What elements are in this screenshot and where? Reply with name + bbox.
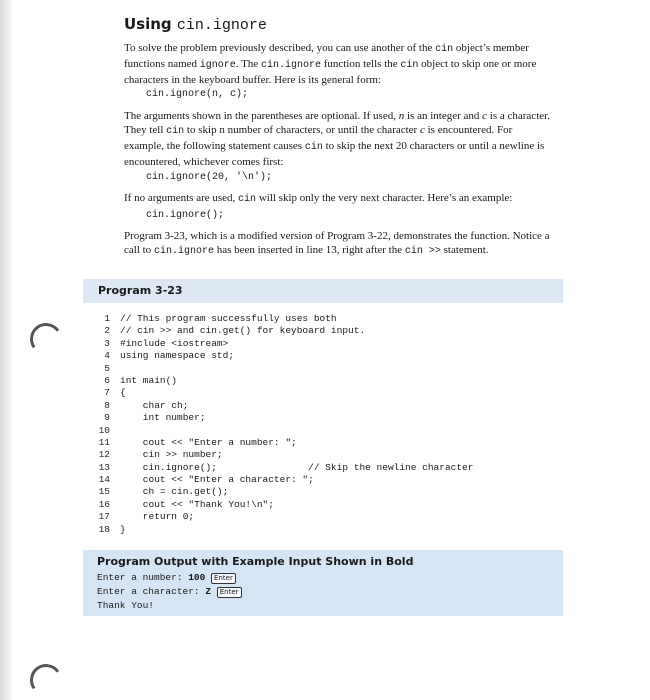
code-example-3: cin.ignore(); (146, 210, 225, 221)
code-line (90, 325, 473, 337)
text-run: to skip the next 20 characters or until a newline is encountered, whichever comes first: (124, 140, 545, 168)
line-code: cout << "Enter a number: "; (120, 436, 297, 448)
text-run: function tells the (320, 58, 401, 70)
code-line (90, 375, 473, 387)
code-line (90, 474, 473, 486)
paragraph-4 (124, 229, 552, 259)
line-code: } (120, 523, 126, 535)
line-number: 11 (98, 436, 110, 448)
line-number: 18 (98, 523, 110, 535)
inline-code: cin (166, 126, 185, 137)
text-run: object’s member functions named (124, 42, 529, 70)
output-line-3: Thank You! (97, 600, 155, 611)
line-code: int main() (120, 374, 178, 386)
code-line (90, 400, 473, 412)
heading-code: cin.ignore (176, 17, 267, 34)
code-line (90, 486, 473, 498)
line-code: cin.ignore(); // Skip the newline character (120, 461, 474, 473)
code-line (90, 462, 473, 474)
line-number: 15 (98, 486, 110, 498)
inline-code: cin (400, 60, 419, 71)
line-code: using namespace std; (120, 350, 235, 362)
text-run: has been inserted in line 13, right after the (213, 244, 405, 256)
line-number: 10 (98, 424, 110, 436)
line-code: int number; (120, 412, 206, 424)
line-code: #include <iostream> (120, 337, 229, 349)
program-title-bar (83, 279, 563, 303)
line-number: 16 (98, 498, 110, 510)
output-title: Program Output with Example Input Shown in Bold (97, 555, 414, 568)
line-code: return 0; (120, 511, 195, 523)
section-heading (124, 15, 267, 34)
code-listing (90, 313, 473, 536)
text-run: Program 3-23, which is a modified version of Program 3-22, demonstrates the function. Notice a call to (124, 230, 550, 256)
output-line-1 (97, 572, 236, 584)
paragraph-2 (124, 109, 552, 169)
code-line (90, 387, 473, 399)
binder-ring-icon (27, 661, 64, 698)
code-line (90, 363, 473, 375)
italic-term: c (482, 110, 488, 122)
enter-key-icon: Enter (217, 587, 242, 598)
output-prompt: Enter a number: (97, 572, 189, 583)
line-code: ch = cin.get(); (120, 486, 229, 498)
text-run: to skip n number of characters, or until the character (184, 124, 420, 136)
text-run: The arguments shown in the parentheses are optional. If used, (124, 110, 399, 122)
line-number: 2 (104, 325, 110, 337)
program-output-box (83, 550, 563, 616)
code-line (90, 449, 473, 461)
code-line (90, 350, 473, 362)
italic-term: c (419, 124, 425, 136)
paragraph-3 (124, 191, 552, 207)
line-number: 14 (98, 474, 110, 486)
code-line (90, 313, 473, 325)
text-run: statement. (440, 244, 489, 256)
code-line (90, 412, 473, 424)
text-run: To solve the problem previously described, you can use another of the (124, 42, 436, 54)
output-prompt: Enter a character: (97, 586, 206, 597)
text-run: . The (235, 58, 261, 70)
line-number: 13 (98, 461, 110, 473)
inline-code: cin >> (404, 246, 441, 257)
text-run: object to skip one or more characters in the keyboard buffer. Here is its general form: (124, 58, 537, 86)
text-run: is encountered. For example, the following statement causes (124, 124, 513, 152)
inline-code: cin.ignore (260, 60, 321, 71)
program-title: Program 3-23 (98, 284, 183, 297)
line-number: 6 (104, 374, 110, 386)
heading-prefix: Using (124, 15, 177, 33)
line-code: char ch; (120, 399, 189, 411)
line-number: 17 (98, 511, 110, 523)
line-code: { (120, 387, 126, 399)
line-number: 12 (98, 449, 110, 461)
line-number: 9 (104, 412, 110, 424)
line-code: cout << "Thank You!\n"; (120, 498, 274, 510)
inline-code: cin.ignore (153, 246, 214, 257)
line-code: cout << "Enter a character: "; (120, 474, 314, 486)
italic-term: n (398, 110, 405, 122)
inline-code: cin (304, 142, 323, 153)
binder-ring-icon (27, 320, 64, 357)
line-number: 5 (104, 362, 110, 374)
line-code: // This program successfully uses both (120, 313, 337, 324)
text-run: is an integer and (404, 110, 483, 122)
text-run: will skip only the very next character. Here’s an example: (256, 192, 513, 204)
code-example-1: cin.ignore(n, c); (146, 89, 249, 100)
code-line (90, 425, 473, 437)
paragraph-1 (124, 41, 552, 87)
code-line (90, 511, 473, 523)
line-number: 7 (104, 387, 110, 399)
inline-code: ignore (199, 60, 236, 71)
line-number: 1 (104, 313, 110, 324)
line-number: 8 (104, 399, 110, 411)
output-line-2 (97, 586, 242, 598)
line-number: 3 (104, 337, 110, 349)
inline-code: cin (238, 194, 257, 205)
page-edge-shadow (0, 0, 14, 700)
output-input: Z (205, 586, 212, 597)
text-run: If no arguments are used, (124, 192, 239, 204)
text-run: is a character. They tell (124, 110, 550, 136)
output-input: 100 (188, 572, 206, 583)
code-line (90, 499, 473, 511)
line-number: 4 (104, 350, 110, 362)
line-code: cin >> number; (120, 449, 223, 461)
line-code: // cin >> and cin.get() for keyboard input. (120, 325, 366, 337)
code-example-2: cin.ignore(20, '\n'); (146, 172, 273, 183)
inline-code: cin (435, 44, 454, 55)
code-line (90, 437, 473, 449)
code-line (90, 524, 473, 536)
enter-key-icon: Enter (211, 573, 236, 584)
code-line (90, 338, 473, 350)
